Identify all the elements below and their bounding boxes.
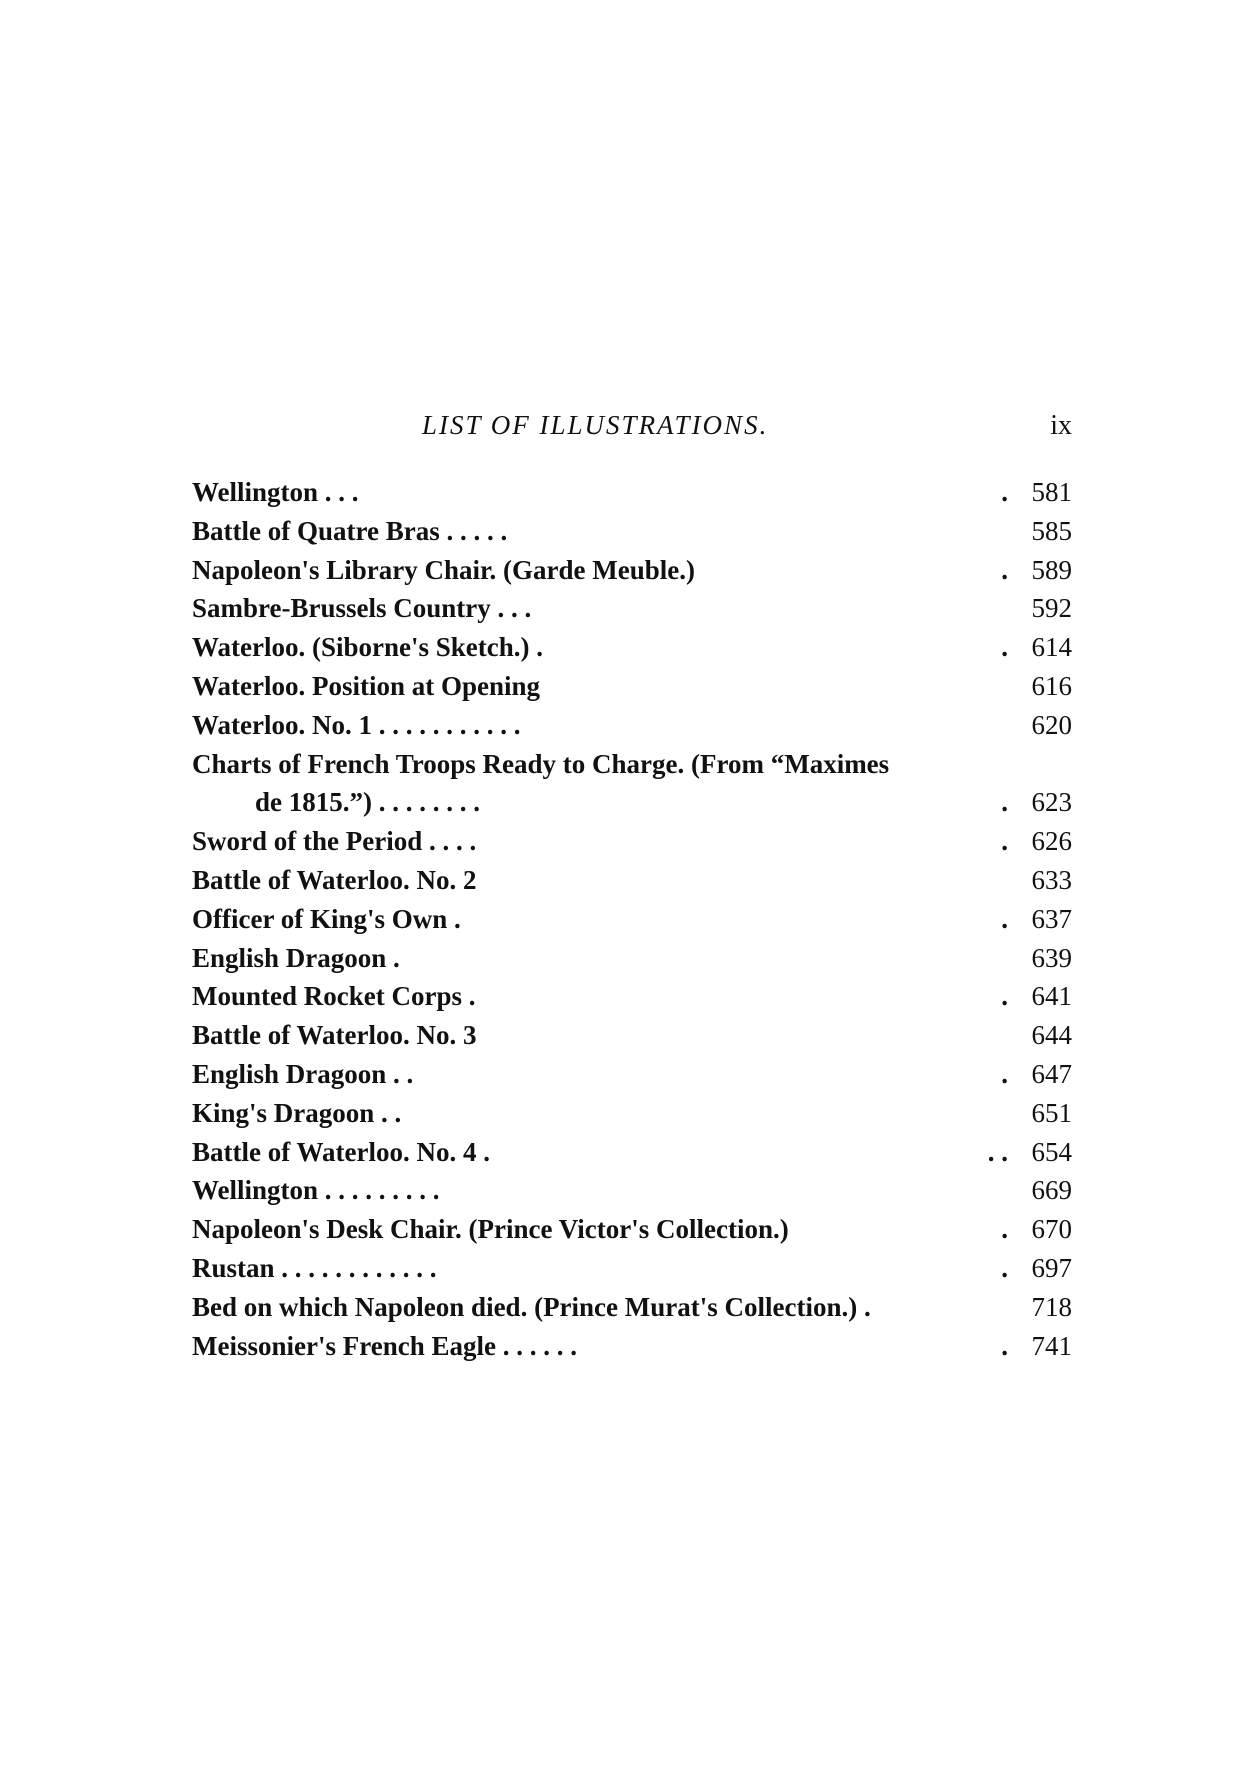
entry-title: Charts of French Troops Ready to Charge. (From “Maximes xyxy=(192,748,890,779)
entry-page-number: 644 xyxy=(1031,1020,1072,1051)
entry-leader-dots: . xyxy=(1001,477,1008,507)
entry-page-number: 654 xyxy=(1031,1136,1072,1167)
list-item xyxy=(192,1094,1072,1133)
entry-page-number: 589 xyxy=(1031,554,1072,585)
entry-title: Officer of King's Own . xyxy=(192,903,461,934)
entry-page-number: 592 xyxy=(1031,593,1072,624)
entry-leader-dots: . xyxy=(1001,1058,1008,1089)
entry-leader-dots: . . xyxy=(987,1136,1008,1167)
page-title: LIST OF ILLUSTRATIONS. xyxy=(422,410,769,440)
entry-title: Mounted Rocket Corps . xyxy=(192,981,476,1012)
list-item xyxy=(192,900,1072,939)
list-item xyxy=(192,1249,1072,1288)
list-item xyxy=(192,1055,1072,1094)
entry-leader-dots: . xyxy=(1001,787,1008,818)
entry-title: de 1815.”) . . . . . . . . xyxy=(255,787,480,818)
entry-leader-dots: . xyxy=(1001,554,1008,585)
entry-title: Waterloo. No. 1 . . . . . . . . . . . xyxy=(192,709,521,740)
entry-page-number: 718 xyxy=(1031,1291,1072,1322)
entry-page-number: 697 xyxy=(1031,1252,1072,1283)
list-item xyxy=(192,1016,1072,1055)
entry-page-number: 614 xyxy=(1031,632,1072,663)
entry-leader-dots: . xyxy=(1001,1330,1008,1361)
list-item xyxy=(192,1327,1072,1366)
entry-page-number: 626 xyxy=(1031,826,1072,857)
entry-title: Waterloo. (Siborne's Sketch.) . xyxy=(192,632,543,663)
entry-page-number: 651 xyxy=(1031,1097,1072,1128)
list-item xyxy=(192,745,1072,784)
entry-title: Battle of Waterloo. No. 3 xyxy=(192,1020,477,1051)
entry-page-number: 647 xyxy=(1031,1058,1072,1089)
illustrations-list xyxy=(192,473,1072,1365)
list-item xyxy=(192,628,1072,667)
list-item xyxy=(192,861,1072,900)
entry-page-number: 669 xyxy=(1031,1175,1072,1206)
entry-title: Napoleon's Desk Chair. (Prince Victor's Collection.) xyxy=(192,1214,789,1245)
entry-page-number: 620 xyxy=(1031,709,1072,740)
entry-page-number: 637 xyxy=(1031,903,1072,934)
entry-title: Battle of Waterloo. No. 4 . xyxy=(192,1136,490,1167)
entry-title: Wellington . . . . . . . . . xyxy=(192,1175,440,1206)
entry-title: Napoleon's Library Chair. (Garde Meuble.) xyxy=(192,554,695,585)
entry-title: Sambre-Brussels Country . . . xyxy=(192,593,532,624)
entry-title: English Dragoon . . xyxy=(192,1058,414,1089)
entry-title: Meissonier's French Eagle . . . . . . xyxy=(192,1330,577,1361)
list-item xyxy=(192,1210,1072,1249)
list-item xyxy=(192,977,1072,1016)
entry-title: English Dragoon . xyxy=(192,942,400,973)
entry-page-number: 581 xyxy=(1031,477,1072,507)
list-item xyxy=(192,939,1072,978)
entry-leader-dots: . xyxy=(1001,903,1008,934)
entry-title: Battle of Quatre Bras . . . . . xyxy=(192,515,508,546)
list-item xyxy=(192,551,1072,590)
list-item xyxy=(192,783,1072,822)
list-item xyxy=(192,667,1072,706)
entry-page-number: 623 xyxy=(1031,787,1072,818)
list-item xyxy=(192,473,1072,512)
entry-leader-dots: . xyxy=(1001,632,1008,663)
list-item xyxy=(192,706,1072,745)
running-header xyxy=(192,410,1072,450)
entry-leader-dots: . xyxy=(1001,826,1008,857)
entry-page-number: 633 xyxy=(1031,864,1072,895)
list-item xyxy=(192,589,1072,628)
list-item xyxy=(192,1288,1072,1327)
entry-title: Battle of Waterloo. No. 2 xyxy=(192,864,477,895)
page-number: ix xyxy=(1050,410,1072,441)
entry-title: Rustan . . . . . . . . . . . . xyxy=(192,1252,437,1283)
entry-title: Waterloo. Position at Opening xyxy=(192,670,541,701)
list-item xyxy=(192,1171,1072,1210)
entry-page-number: 641 xyxy=(1031,981,1072,1012)
entry-title: Sword of the Period . . . . xyxy=(192,826,477,857)
entry-title: Wellington . . . xyxy=(192,477,359,507)
entry-leader-dots: . xyxy=(1001,1252,1008,1283)
entry-leader-dots: . xyxy=(1001,1214,1008,1245)
entry-page-number: 741 xyxy=(1031,1330,1072,1361)
list-item xyxy=(192,822,1072,861)
list-item xyxy=(192,512,1072,551)
list-item xyxy=(192,1133,1072,1172)
entry-page-number: 616 xyxy=(1031,670,1072,701)
entry-page-number: 585 xyxy=(1031,515,1072,546)
entry-title: Bed on which Napoleon died. (Prince Murat's Collection.) . xyxy=(192,1291,871,1322)
entry-page-number: 639 xyxy=(1031,942,1072,973)
entry-page-number: 670 xyxy=(1031,1214,1072,1245)
entry-title: King's Dragoon . . xyxy=(192,1097,402,1128)
entry-leader-dots: . xyxy=(1001,981,1008,1012)
